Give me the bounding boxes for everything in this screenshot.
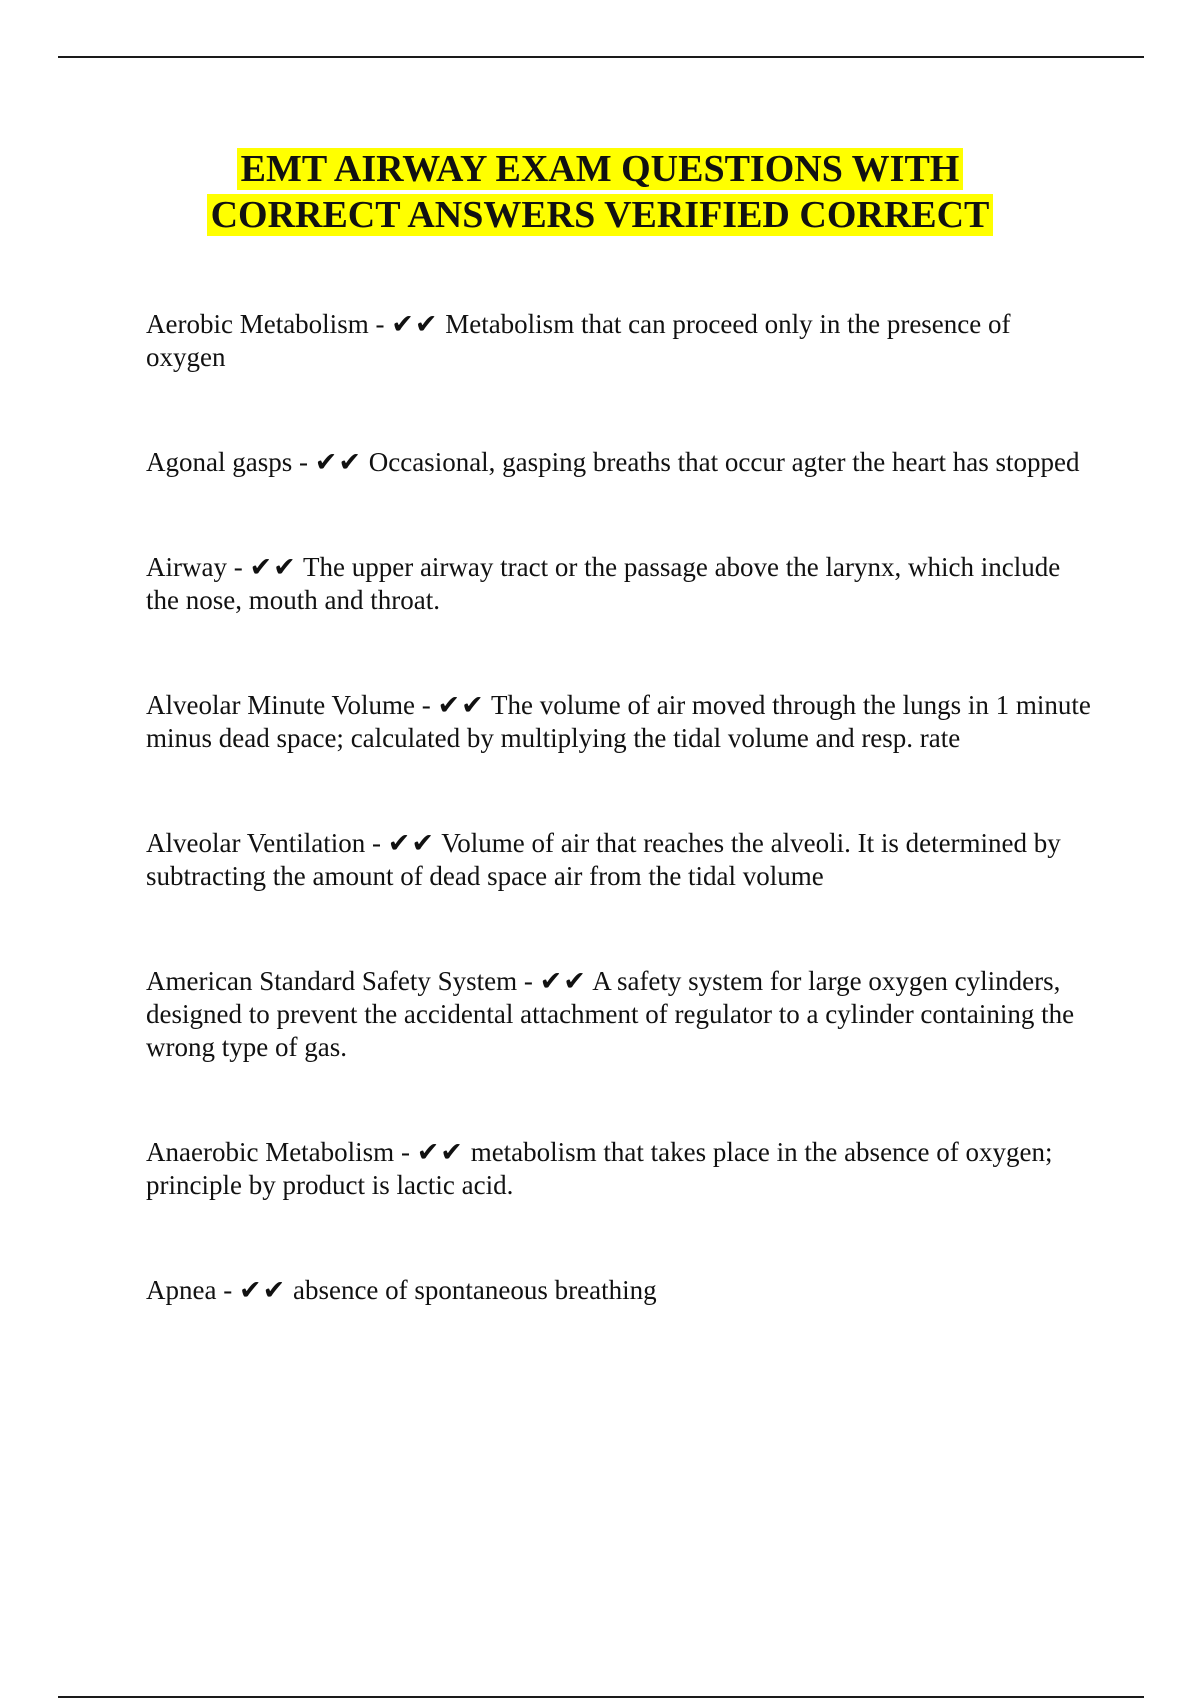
check-icon: ✔✔: [437, 690, 485, 720]
entry-separator: -: [517, 966, 540, 996]
entry-separator: -: [292, 447, 315, 477]
glossary-entry: [146, 446, 1096, 479]
top-rule: [58, 56, 1144, 58]
check-icon: ✔✔: [249, 552, 297, 582]
glossary-entry: [146, 827, 1096, 893]
entry-term: Apnea: [146, 1275, 217, 1305]
document-title: [0, 146, 1200, 238]
glossary-entry: [146, 1274, 1096, 1307]
check-icon: ✔✔: [387, 828, 435, 858]
entry-definition: The upper airway tract or the passage above the larynx, which include the nose, mouth and throat.: [146, 552, 1061, 615]
glossary-entry: [146, 308, 1096, 374]
entry-separator: -: [394, 1137, 417, 1167]
entry-term: Aerobic Metabolism: [146, 309, 369, 339]
glossary-entry: [146, 965, 1096, 1064]
title-line-1: EMT AIRWAY EXAM QUESTIONS WITH: [237, 148, 964, 190]
entry-definition: A safety system for large oxygen cylinders, designed to prevent the accidental attachment of regulator to a cylinder containing the wrong type of gas.: [146, 966, 1075, 1062]
entry-separator: -: [368, 309, 392, 339]
entry-term: Agonal gasps: [146, 447, 293, 477]
entry-definition: Occasional, gasping breaths that occur agter the heart has stopped: [368, 447, 1080, 477]
entry-definition: The volume of air moved through the lungs in 1 minute minus dead space; calculated by multiplying the tidal volume and resp. rate: [146, 690, 1091, 753]
glossary-entry: [146, 689, 1096, 755]
entry-term: Anaerobic Metabolism: [146, 1137, 395, 1167]
check-icon: ✔✔: [416, 1137, 464, 1167]
entry-term: American Standard Safety System: [146, 966, 518, 996]
check-icon: ✔✔: [539, 966, 587, 996]
entry-term: Airway: [146, 552, 227, 582]
bottom-rule: [58, 1696, 1144, 1698]
title-line-2: CORRECT ANSWERS VERIFIED CORRECT: [207, 194, 994, 236]
glossary-entry: [146, 1136, 1096, 1202]
entry-definition: metabolism that takes place in the absence of oxygen; principle by product is lactic acid.: [146, 1137, 1053, 1200]
check-icon: ✔✔: [314, 447, 362, 477]
entry-definition: Volume of air that reaches the alveoli. It is determined by subtracting the amount of dead space air from the tidal volume: [146, 828, 1061, 891]
glossary-list: [146, 308, 1096, 1307]
entry-separator: -: [226, 552, 250, 582]
entry-definition: Metabolism that can proceed only in the presence of oxygen: [146, 309, 1011, 372]
entry-separator: -: [216, 1275, 239, 1305]
entry-separator: -: [365, 828, 388, 858]
entry-separator: -: [414, 690, 438, 720]
entry-term: Alveolar Minute Volume: [146, 690, 415, 720]
check-icon: ✔✔: [391, 309, 439, 339]
glossary-entry: [146, 551, 1096, 617]
entry-definition: absence of spontaneous breathing: [292, 1275, 657, 1305]
entry-term: Alveolar Ventilation: [146, 828, 366, 858]
check-icon: ✔✔: [238, 1275, 287, 1305]
